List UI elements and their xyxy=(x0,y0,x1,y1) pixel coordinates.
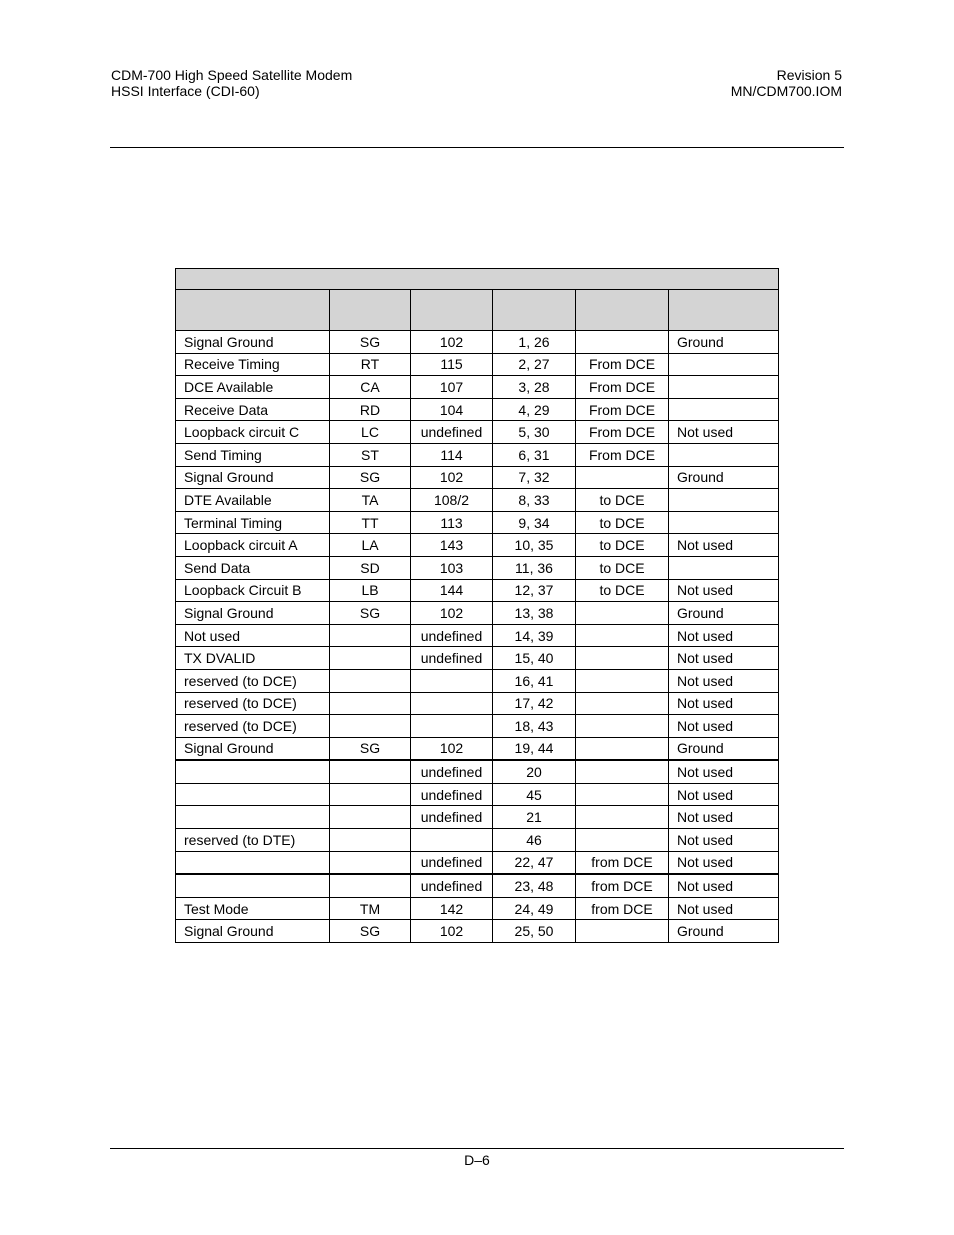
circuit-cell: 114 xyxy=(411,443,493,466)
direction-cell xyxy=(576,715,669,738)
table-row xyxy=(176,737,779,760)
pin-cell: 11, 36 xyxy=(493,556,576,579)
mnemonic-cell: LB xyxy=(330,579,411,602)
comment-cell: Not used xyxy=(669,760,779,783)
direction-cell xyxy=(576,624,669,647)
pin-cell: 1, 26 xyxy=(493,331,576,354)
mnemonic-cell xyxy=(330,851,411,874)
signal-name-cell: Signal Ground xyxy=(176,466,330,489)
circuit-cell xyxy=(411,669,493,692)
direction-cell: From DCE xyxy=(576,443,669,466)
mnemonic-cell xyxy=(330,806,411,829)
direction-cell: to DCE xyxy=(576,534,669,557)
direction-cell: from DCE xyxy=(576,851,669,874)
circuit-cell: 102 xyxy=(411,920,493,943)
mnemonic-cell xyxy=(330,760,411,783)
document-title: CDM-700 High Speed Satellite Modem xyxy=(111,67,353,83)
direction-cell: from DCE xyxy=(576,874,669,897)
table-row xyxy=(176,376,779,399)
pin-cell: 14, 39 xyxy=(493,624,576,647)
mnemonic-cell: LA xyxy=(330,534,411,557)
comment-cell: Not used xyxy=(669,579,779,602)
comment-cell xyxy=(669,489,779,512)
circuit-cell: undefined xyxy=(411,783,493,806)
comment-cell: Ground xyxy=(669,602,779,625)
signal-name-cell: Loopback circuit C xyxy=(176,421,330,444)
table-row xyxy=(176,829,779,852)
pin-cell: 17, 42 xyxy=(493,692,576,715)
comment-cell xyxy=(669,556,779,579)
header-cell xyxy=(176,290,330,331)
mnemonic-cell: SG xyxy=(330,920,411,943)
direction-cell xyxy=(576,669,669,692)
signal-name-cell: Receive Data xyxy=(176,398,330,421)
signal-name-cell: Signal Ground xyxy=(176,920,330,943)
direction-cell xyxy=(576,692,669,715)
table-row xyxy=(176,920,779,943)
pin-cell: 24, 49 xyxy=(493,897,576,920)
mnemonic-cell: TA xyxy=(330,489,411,512)
circuit-cell: undefined xyxy=(411,647,493,670)
direction-cell: From DCE xyxy=(576,398,669,421)
signal-name-cell xyxy=(176,851,330,874)
pin-cell: 16, 41 xyxy=(493,669,576,692)
pin-cell: 2, 27 xyxy=(493,353,576,376)
pin-cell: 22, 47 xyxy=(493,851,576,874)
pin-cell: 20 xyxy=(493,760,576,783)
circuit-cell xyxy=(411,692,493,715)
document-number: MN/CDM700.IOM xyxy=(730,83,842,99)
pin-cell: 15, 40 xyxy=(493,647,576,670)
signal-name-cell: Terminal Timing xyxy=(176,511,330,534)
pin-cell: 18, 43 xyxy=(493,715,576,738)
revision-label: Revision 5 xyxy=(776,67,842,83)
table-row xyxy=(176,556,779,579)
table-row xyxy=(176,421,779,444)
signal-name-cell: Send Timing xyxy=(176,443,330,466)
comment-cell: Ground xyxy=(669,331,779,354)
table-body xyxy=(176,331,779,943)
table-row xyxy=(176,398,779,421)
direction-cell xyxy=(576,737,669,760)
header-cell xyxy=(330,290,411,331)
signal-name-cell: reserved (to DCE) xyxy=(176,669,330,692)
circuit-cell: 102 xyxy=(411,737,493,760)
comment-cell: Not used xyxy=(669,715,779,738)
comment-cell: Not used xyxy=(669,829,779,852)
pin-cell: 8, 33 xyxy=(493,489,576,512)
comment-cell: Not used xyxy=(669,692,779,715)
direction-cell xyxy=(576,760,669,783)
circuit-cell: 102 xyxy=(411,602,493,625)
table-row xyxy=(176,715,779,738)
signal-name-cell: Signal Ground xyxy=(176,602,330,625)
mnemonic-cell: TM xyxy=(330,897,411,920)
circuit-cell: 108/2 xyxy=(411,489,493,512)
circuit-cell: 102 xyxy=(411,331,493,354)
mnemonic-cell: SG xyxy=(330,602,411,625)
header-cell xyxy=(411,290,493,331)
table-row xyxy=(176,624,779,647)
mnemonic-cell xyxy=(330,783,411,806)
comment-cell xyxy=(669,511,779,534)
table-row xyxy=(176,579,779,602)
header-cell xyxy=(669,290,779,331)
pin-cell: 23, 48 xyxy=(493,874,576,897)
mnemonic-cell xyxy=(330,692,411,715)
pin-cell: 10, 35 xyxy=(493,534,576,557)
signal-name-cell: Test Mode xyxy=(176,897,330,920)
direction-cell xyxy=(576,602,669,625)
direction-cell xyxy=(576,783,669,806)
direction-cell: From DCE xyxy=(576,421,669,444)
direction-cell: from DCE xyxy=(576,897,669,920)
comment-cell: Not used xyxy=(669,806,779,829)
comment-cell: Not used xyxy=(669,874,779,897)
mnemonic-cell xyxy=(330,715,411,738)
comment-cell: Not used xyxy=(669,534,779,557)
direction-cell xyxy=(576,920,669,943)
signal-name-cell xyxy=(176,874,330,897)
direction-cell: From DCE xyxy=(576,376,669,399)
mnemonic-cell xyxy=(330,647,411,670)
circuit-cell: undefined xyxy=(411,421,493,444)
comment-cell: Not used xyxy=(669,421,779,444)
comment-cell: Not used xyxy=(669,647,779,670)
table-row xyxy=(176,806,779,829)
signal-name-cell: Loopback circuit A xyxy=(176,534,330,557)
mnemonic-cell: TT xyxy=(330,511,411,534)
table-row xyxy=(176,647,779,670)
pin-cell: 6, 31 xyxy=(493,443,576,466)
comment-cell: Ground xyxy=(669,920,779,943)
table-row xyxy=(176,669,779,692)
table-row xyxy=(176,692,779,715)
signal-name-cell: TX DVALID xyxy=(176,647,330,670)
header-left xyxy=(111,67,352,99)
circuit-cell: undefined xyxy=(411,624,493,647)
table-row xyxy=(176,897,779,920)
comment-cell xyxy=(669,353,779,376)
table-row xyxy=(176,489,779,512)
footer-rule xyxy=(110,1148,844,1149)
direction-cell xyxy=(576,806,669,829)
circuit-cell: undefined xyxy=(411,874,493,897)
mnemonic-cell: LC xyxy=(330,421,411,444)
page-number: D–6 xyxy=(464,1152,490,1168)
direction-cell: to DCE xyxy=(576,556,669,579)
circuit-cell: undefined xyxy=(411,760,493,783)
pin-cell: 9, 34 xyxy=(493,511,576,534)
direction-cell: to DCE xyxy=(576,489,669,512)
direction-cell xyxy=(576,647,669,670)
mnemonic-cell: SD xyxy=(330,556,411,579)
pin-cell: 21 xyxy=(493,806,576,829)
pin-cell: 5, 30 xyxy=(493,421,576,444)
mnemonic-cell xyxy=(330,874,411,897)
table-row xyxy=(176,851,779,874)
header-rule xyxy=(110,147,844,148)
comment-cell: Not used xyxy=(669,669,779,692)
comment-cell xyxy=(669,398,779,421)
pin-cell: 45 xyxy=(493,783,576,806)
comment-cell xyxy=(669,376,779,399)
circuit-cell: undefined xyxy=(411,851,493,874)
signal-name-cell: reserved (to DTE) xyxy=(176,829,330,852)
table-row xyxy=(176,443,779,466)
direction-cell xyxy=(576,466,669,489)
circuit-cell: 143 xyxy=(411,534,493,557)
comment-cell: Not used xyxy=(669,624,779,647)
direction-cell xyxy=(576,331,669,354)
signal-name-cell: DTE Available xyxy=(176,489,330,512)
comment-cell: Ground xyxy=(669,466,779,489)
signal-name-cell: reserved (to DCE) xyxy=(176,692,330,715)
table-row xyxy=(176,466,779,489)
table-row xyxy=(176,331,779,354)
mnemonic-cell xyxy=(330,829,411,852)
mnemonic-cell: SG xyxy=(330,331,411,354)
signal-name-cell: Not used xyxy=(176,624,330,647)
table-title-cell xyxy=(176,269,779,290)
table-row xyxy=(176,760,779,783)
header-cell xyxy=(576,290,669,331)
mnemonic-cell: RD xyxy=(330,398,411,421)
table-row xyxy=(176,602,779,625)
table-row xyxy=(176,783,779,806)
circuit-cell: undefined xyxy=(411,806,493,829)
direction-cell xyxy=(576,829,669,852)
comment-cell: Ground xyxy=(669,737,779,760)
pin-cell: 13, 38 xyxy=(493,602,576,625)
circuit-cell: 115 xyxy=(411,353,493,376)
pin-cell: 19, 44 xyxy=(493,737,576,760)
direction-cell: From DCE xyxy=(576,353,669,376)
document-subtitle: HSSI Interface (CDI-60) xyxy=(111,83,260,99)
direction-cell: to DCE xyxy=(576,511,669,534)
table-row xyxy=(176,511,779,534)
table-row xyxy=(176,353,779,376)
comment-cell: Not used xyxy=(669,897,779,920)
mnemonic-cell: RT xyxy=(330,353,411,376)
table-row xyxy=(176,874,779,897)
pin-assignment-table xyxy=(175,268,779,943)
pin-cell: 4, 29 xyxy=(493,398,576,421)
pin-cell: 25, 50 xyxy=(493,920,576,943)
circuit-cell: 144 xyxy=(411,579,493,602)
signal-name-cell xyxy=(176,760,330,783)
header-cell xyxy=(493,290,576,331)
circuit-cell: 104 xyxy=(411,398,493,421)
circuit-cell: 113 xyxy=(411,511,493,534)
mnemonic-cell: CA xyxy=(330,376,411,399)
signal-name-cell xyxy=(176,806,330,829)
table-row xyxy=(176,534,779,557)
pin-cell: 3, 28 xyxy=(493,376,576,399)
signal-name-cell: reserved (to DCE) xyxy=(176,715,330,738)
circuit-cell: 103 xyxy=(411,556,493,579)
comment-cell: Not used xyxy=(669,783,779,806)
comment-cell: Not used xyxy=(669,851,779,874)
circuit-cell: 102 xyxy=(411,466,493,489)
circuit-cell: 142 xyxy=(411,897,493,920)
pin-cell: 46 xyxy=(493,829,576,852)
table-header-row xyxy=(176,290,779,331)
direction-cell: to DCE xyxy=(576,579,669,602)
comment-cell xyxy=(669,443,779,466)
pin-cell: 7, 32 xyxy=(493,466,576,489)
header-right xyxy=(731,67,842,99)
signal-name-cell: Send Data xyxy=(176,556,330,579)
signal-name-cell: Signal Ground xyxy=(176,737,330,760)
signal-name-cell: Receive Timing xyxy=(176,353,330,376)
mnemonic-cell: ST xyxy=(330,443,411,466)
mnemonic-cell xyxy=(330,669,411,692)
table-title-row xyxy=(176,269,779,290)
signal-name-cell: Loopback Circuit B xyxy=(176,579,330,602)
signal-name-cell xyxy=(176,783,330,806)
signal-name-cell: DCE Available xyxy=(176,376,330,399)
pin-cell: 12, 37 xyxy=(493,579,576,602)
circuit-cell: 107 xyxy=(411,376,493,399)
circuit-cell xyxy=(411,715,493,738)
mnemonic-cell: SG xyxy=(330,466,411,489)
circuit-cell xyxy=(411,829,493,852)
signal-name-cell: Signal Ground xyxy=(176,331,330,354)
mnemonic-cell xyxy=(330,624,411,647)
mnemonic-cell: SG xyxy=(330,737,411,760)
